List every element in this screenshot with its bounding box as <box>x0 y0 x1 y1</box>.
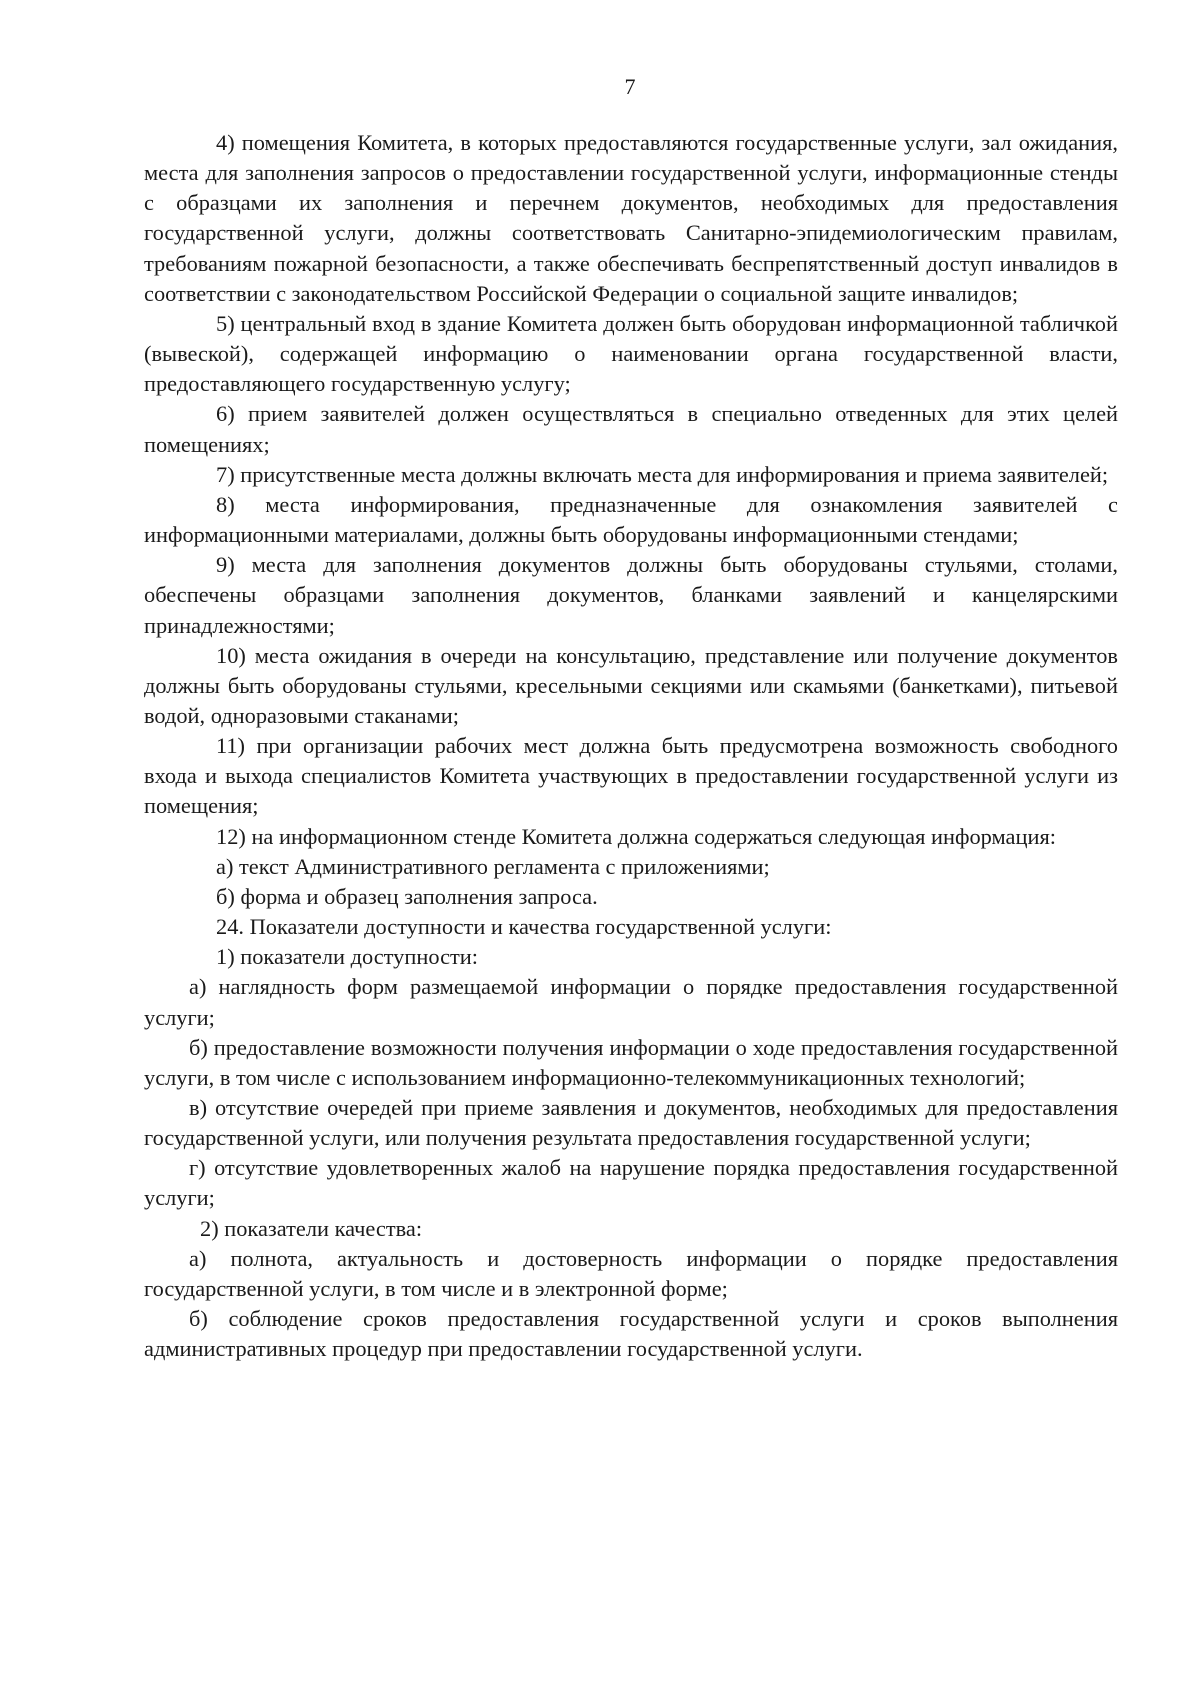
document-body <box>144 128 1118 1364</box>
list-item-6-reception-rooms: 6) прием заявителей должен осуществляться в специально отведенных для этих целей помещениях; <box>144 401 1118 457</box>
sub-item-b-request-form: б) форма и образец заполнения запроса. <box>216 883 598 909</box>
page-number: 7 <box>624 74 636 99</box>
indicator-group-accessibility: 1) показатели доступности: <box>216 944 478 970</box>
list-item-4-premises-requirements: 4) помещения Комитета, в которых предоставляются государственные услуги, зал ожидания, места для заполнения запросов о предоставлении государственной услуги, информационные стенды с образцами их заполнения и перечнем документов, необходимых для предоставления государственной услуги, должны соответствовать Санитарно-эпидемиологическим правилам, требованиям пожарной безопасности, а также обеспечивать беспрепятственный доступ инвалидов в соответствии с законодательством Российской Федерации о социальной защите инвалидов; <box>144 130 1118 306</box>
indicator-group-quality: 2) показатели качества: <box>200 1215 423 1241</box>
list-item-7-public-places: 7) присутственные места должны включать места для информирования и приема заявителей; <box>216 461 1109 487</box>
accessibility-item-c: в) отсутствие очередей при приеме заявления и документов, необходимых для предоставления государственной услуги, или получения результата предоставления государственной услуги; <box>144 1095 1118 1151</box>
list-item-8-information-places: 8) места информирования, предназначенные для ознакомления заявителей с информационными материалами, должны быть оборудованы информационными стендами; <box>144 491 1118 548</box>
list-item-11-workplaces: 11) при организации рабочих мест должна быть предусмотрена возможность свободного входа и выхода специалистов Комитета участвующих в предоставлении государственной услуги из помещения; <box>144 733 1118 819</box>
list-item-9-document-filling-places: 9) места для заполнения документов должны быть оборудованы стульями, столами, обеспечены образцами заполнения документов, бланками заявлений и канцелярскими принадлежностями; <box>144 552 1118 638</box>
list-item-10-waiting-places: 10) места ожидания в очереди на консультацию, представление или получение документов должны быть оборудованы стульями, кресельными секциями или скамьями (банкетками), питьевой водой, одноразовыми стаканами; <box>144 642 1118 728</box>
section-24-heading: 24. Показатели доступности и качества государственной услуги: <box>216 914 832 940</box>
sub-item-a-regulation-text: а) текст Административного регламента с приложениями; <box>216 853 770 879</box>
list-item-5-entrance-sign: 5) центральный вход в здание Комитета должен быть оборудован информационной табличкой (вывеской), содержащей информацию о наименовании органа государственной власти, предоставляющего государственную услугу; <box>144 310 1118 397</box>
list-item-12-information-stand: 12) на информационном стенде Комитета должна содержаться следующая информация: <box>216 823 1056 849</box>
quality-item-b: б) соблюдение сроков предоставления государственной услуги и сроков выполнения административных процедур при предоставлении государственной услуги. <box>144 1306 1118 1362</box>
quality-item-a: а) полнота, актуальность и достоверность информации о порядке предоставления государственной услуги, в том числе и в электронной форме; <box>144 1245 1118 1301</box>
accessibility-item-d: г) отсутствие удовлетворенных жалоб на нарушение порядка предоставления государственной услуги; <box>144 1155 1118 1211</box>
accessibility-item-b: б) предоставление возможности получения информации о ходе предоставления государственной услуги, в том числе с использованием информационно-телекоммуникационных технологий; <box>144 1034 1118 1090</box>
accessibility-item-a: а) наглядность форм размещаемой информации о порядке предоставления государственной услуги; <box>144 974 1118 1030</box>
